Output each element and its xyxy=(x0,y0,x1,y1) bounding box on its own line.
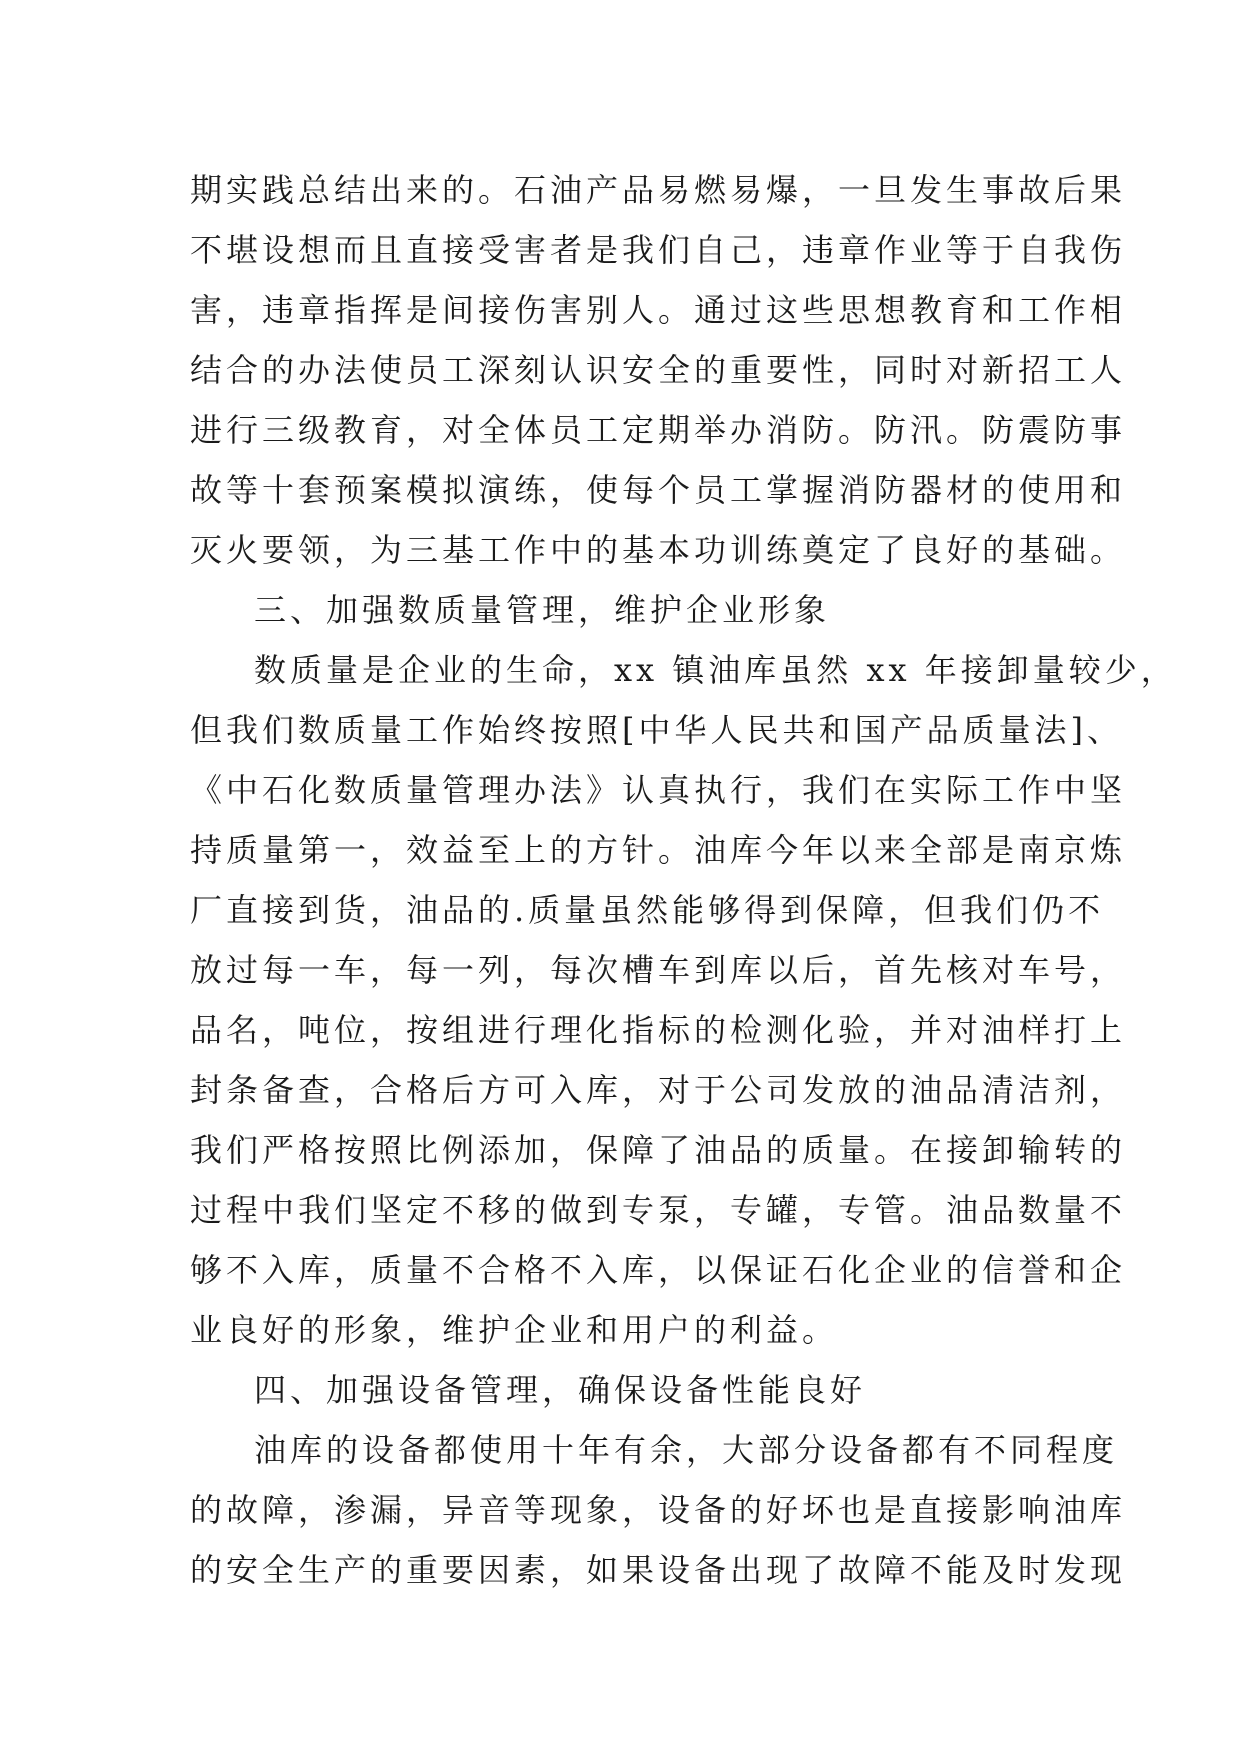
body-line: 封条备查，合格后方可入库，对于公司发放的油品清洁剂， xyxy=(190,1071,1127,1109)
body-line: 我们严格按照比例添加，保障了油品的质量。在接卸输转的 xyxy=(190,1131,1127,1169)
paragraph-first-line: 数质量是企业的生命，xx 镇油库虽然 xx 年接卸量较少， xyxy=(254,651,1177,689)
body-line: 期实践总结出来的。石油产品易燃易爆，一旦发生事故后果 xyxy=(190,171,1127,209)
body-line: 故等十套预案模拟演练，使每个员工掌握消防器材的使用和 xyxy=(190,471,1127,509)
document-body xyxy=(190,160,1177,1600)
paragraph-first-line: 油库的设备都使用十年有余，大部分设备都有不同程度 xyxy=(254,1431,1119,1469)
body-line: 《中石化数质量管理办法》认真执行，我们在实际工作中坚 xyxy=(190,771,1127,809)
body-line: 灭火要领，为三基工作中的基本功训练奠定了良好的基础。 xyxy=(190,531,1127,569)
section-heading: 三、加强数质量管理，维护企业形象 xyxy=(254,591,831,629)
body-line: 放过每一车，每一列，每次槽车到库以后，首先核对车号， xyxy=(190,951,1127,989)
body-line: 持质量第一，效益至上的方针。油库今年以来全部是南京炼 xyxy=(190,831,1127,869)
body-line: 厂直接到货，油品的.质量虽然能够得到保障，但我们仍不 xyxy=(190,891,1105,929)
body-line: 结合的办法使员工深刻认识安全的重要性，同时对新招工人 xyxy=(190,351,1127,389)
body-line: 过程中我们坚定不移的做到专泵，专罐，专管。油品数量不 xyxy=(190,1191,1127,1229)
section-heading: 四、加强设备管理，确保设备性能良好 xyxy=(254,1371,867,1409)
body-line: 进行三级教育，对全体员工定期举办消防。防汛。防震防事 xyxy=(190,411,1127,449)
body-line: 的安全生产的重要因素，如果设备出现了故障不能及时发现 xyxy=(190,1551,1127,1589)
body-line: 品名，吨位，按组进行理化指标的检测化验，并对油样打上 xyxy=(190,1011,1127,1049)
body-line: 害，违章指挥是间接伤害别人。通过这些思想教育和工作相 xyxy=(190,291,1127,329)
body-line: 的故障，渗漏，异音等现象，设备的好坏也是直接影响油库 xyxy=(190,1491,1127,1529)
body-line: 但我们数质量工作始终按照[中华人民共和国产品质量法]、 xyxy=(190,711,1123,749)
body-line: 业良好的形象，维护企业和用户的利益。 xyxy=(190,1311,839,1349)
body-line: 够不入库，质量不合格不入库，以保证石化企业的信誉和企 xyxy=(190,1251,1127,1289)
body-line: 不堪设想而且直接受害者是我们自己，违章作业等于自我伤 xyxy=(190,231,1127,269)
